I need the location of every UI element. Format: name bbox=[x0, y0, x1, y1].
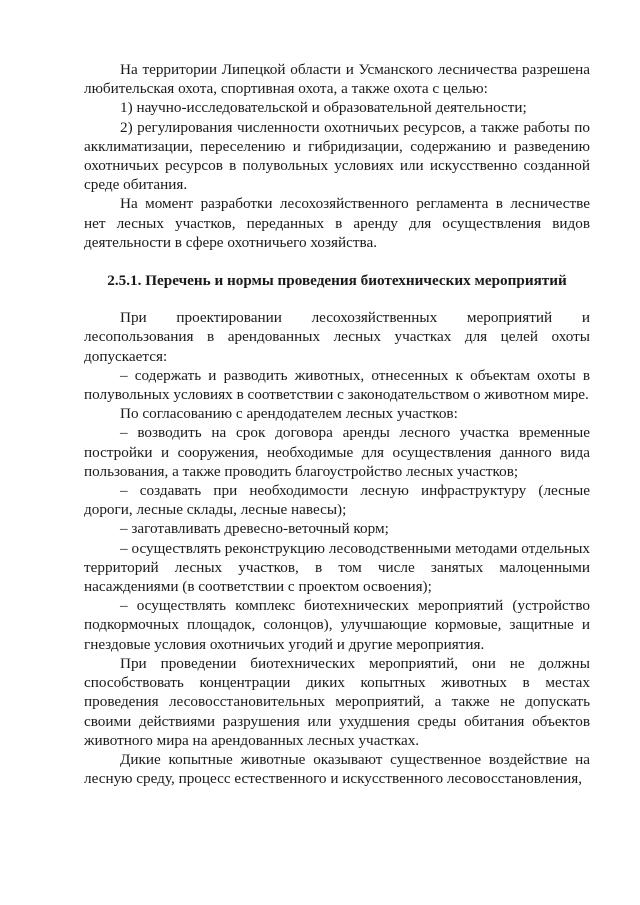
body-list-item-infrastructure: – создавать при необходимости лесную инфраструктуру (лесные дороги, лесные склады, лесные навесы); bbox=[84, 482, 590, 519]
document-page bbox=[84, 60, 590, 788]
section-heading: 2.5.1. Перечень и нормы проведения биотехнических мероприятий bbox=[107, 272, 567, 290]
intro-paragraph-no-leases: На момент разработки лесохозяйственного регламента в лесничестве нет лесных участков, переданных в аренду для осуществления видов деятельности в сфере охотничьего хозяйства. bbox=[84, 195, 590, 251]
body-paragraph-ungulates: Дикие копытные животные оказывают существенное воздействие на лесную среду, процесс естественного и искусственного лесовосстановления, bbox=[84, 750, 590, 788]
body-paragraph-design: При проектировании лесохозяйственных мероприятий и лесопользования в арендованных лесных участках для целей охоты допускается: bbox=[84, 309, 590, 365]
body-list-item-fodder: – заготавливать древесно-веточный корм; bbox=[120, 520, 389, 538]
spacer bbox=[84, 290, 590, 308]
spacer bbox=[84, 252, 590, 271]
intro-paragraph-hunting-allowed: На территории Липецкой области и Усманского лесничества разрешена любительская охота, спортивная охота, а также охота с целью: bbox=[84, 61, 590, 98]
intro-list-item-1: 1) научно-исследовательской и образовательной деятельности; bbox=[120, 99, 527, 117]
body-list-item-biotechnical: – осуществлять комплекс биотехнических мероприятий (устройство подкормочных площадок, солонцов), улучшающие кормовые, защитные и гнездовые условия охотничьих угодий и другие мероприятия. bbox=[84, 597, 590, 653]
body-list-item-reconstruction: – осуществлять реконструкцию лесоводственными методами отдельных территорий лесных участков, в том числе занятых малоценными насаждениями (в соответствии с проектом освоения); bbox=[84, 539, 590, 596]
body-list-item-keep-animals: – содержать и разводить животных, отнесенных к объектам охоты в полувольных условиях в соответствии с законодательством о животном мире. bbox=[84, 366, 590, 404]
body-paragraph-agreement: По согласованию с арендодателем лесных участков: bbox=[120, 405, 458, 423]
body-paragraph-restrictions: При проведении биотехнических мероприятий, они не должны способствовать концентрации диких копытных животных в местах проведения лесовосстановительных мероприятий, а также не допускать своими действиями разрушения или ухудшения среды обитания объектов животного мира на арендованных лесных участках. bbox=[84, 654, 590, 749]
intro-list-item-2: 2) регулирования численности охотничьих ресурсов, а также работы по акклиматизации, переселению и гибридизации, содержанию и разведению охотничьих ресурсов в полувольных условиях или искусственно созданной среде обитания. bbox=[84, 118, 590, 194]
body-list-item-build: – возводить на срок договора аренды лесного участка временные постройки и сооружения, необходимые для осуществления данного вида пользования, а также проводить благоустройство лесных участков; bbox=[84, 424, 590, 480]
